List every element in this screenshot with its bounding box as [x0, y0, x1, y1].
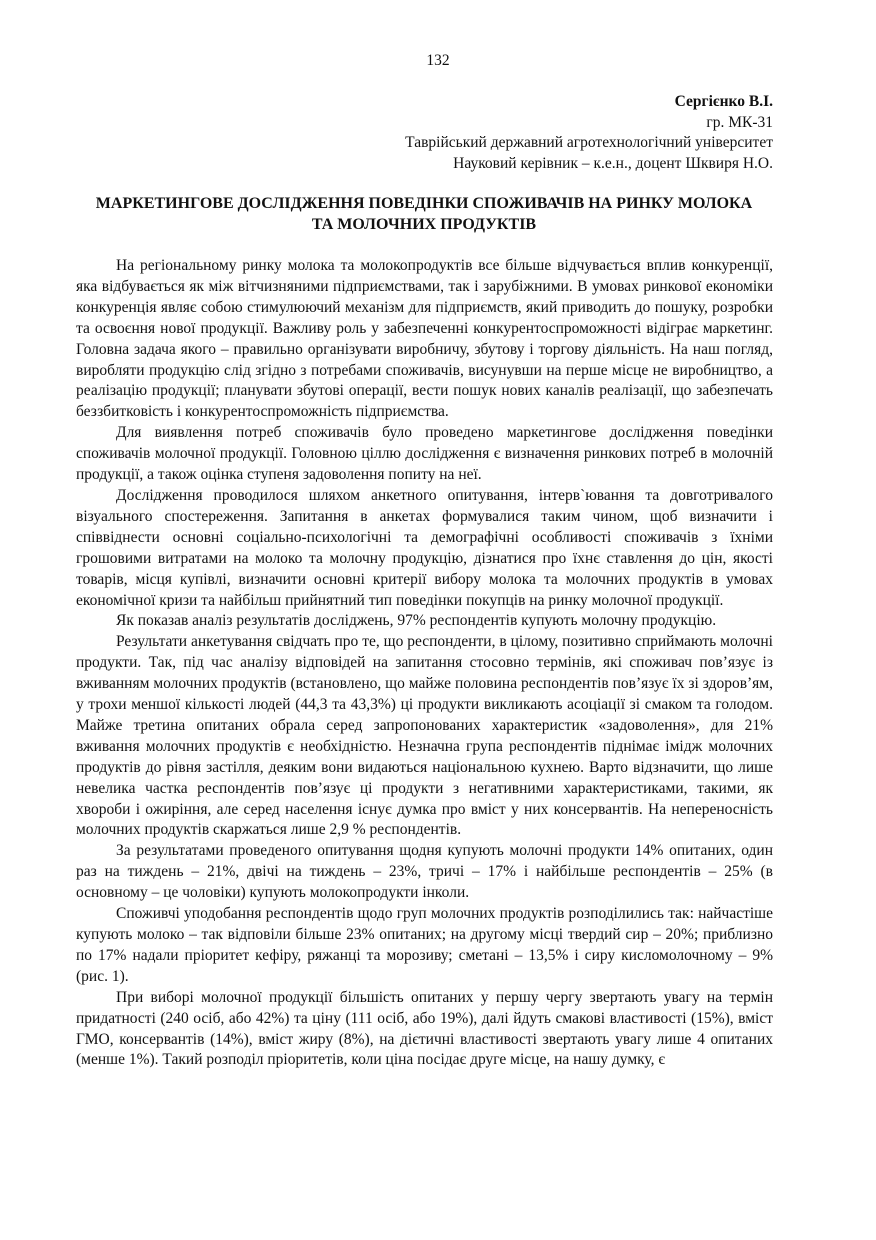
article-title-line-1: МАРКЕТИНГОВЕ ДОСЛІДЖЕННЯ ПОВЕДІНКИ СПОЖИВАЧІВ НА РИНКУ МОЛОКА	[95, 195, 753, 212]
paragraph-2: Для виявлення потреб споживачів було проведено маркетингове дослідження поведінки споживачів молочної продукції. Головною ціллю дослідження є визначення ринкових потреб в молочній продукції, а також оцінка ступеня задоволення попиту на неї.	[76, 424, 773, 484]
author-group: гр. МК-31	[706, 113, 773, 131]
author-name: Сергієнко В.І.	[674, 93, 773, 110]
page-number: 132	[426, 52, 450, 69]
paragraph-7: Споживчі уподобання респондентів щодо груп молочних продуктів розподілились так: найчастіше купують молоко – так відповіли більше 23% опитаних; на другому місці твердий сир – 20%; приблизно по 17% надали пріоритет кефіру, ряжанці та морозиву; сметані – 13,5% і сиру кисломолочному – 9% (рис. 1).	[76, 905, 773, 985]
paragraph-4: Як показав аналіз результатів досліджень, 97% респондентів купують молочну продукцію.	[116, 612, 717, 630]
paragraph-6: За результатами проведеного опитування щодня купують молочні продукти 14% опитаних, один раз на тиждень – 21%, двічі на тиждень – 23%, тричі – 17% і найбільше респондентів – 25% (в основному – це чоловіки) купують молокопродукти інколи.	[76, 842, 773, 902]
paragraph-5: Результати анкетування свідчать про те, що респонденти, в цілому, позитивно сприймають молочні продукти. Так, під час аналізу відповідей на запитання стосовно термінів, які споживач пов’язує із вживанням молочних продуктів (встановлено, що майже половина респондентів пов’язує їх зі здоров’ям, у трохи меншої кількості людей (44,3 та 43,3%) ці продукти викликають асоціації зі смаком та голодом. Майже третина опитаних обрала серед запропонованих характеристик «задоволення», для 21% вживання молочних продуктів є необхідністю. Незначна група респондентів піднімає імідж молочних продуктів до рівня застілля, деяким вони видаються національною кухнею. Варто відзначити, що лише невелика частка респондентів пов’язує ці продукти з негативними характеристиками, такими, як хвороби і ожиріння, але серед населення існує думка про вміст у них консервантів. На непереносність молочних продуктів скаржаться лише 2,9 % респондентів.	[76, 633, 773, 839]
author-block	[405, 92, 773, 174]
author-university: Таврійський державний агротехнологічний університет	[405, 134, 773, 151]
paragraph-8: При виборі молочної продукції більшість опитаних у першу чергу звертають увагу на термін придатності (240 осіб, або 42%) та ціну (111 осіб, або 19%), далі йдуть смакові властивості (15%), вміст ГМО, консервантів (14%), вміст жиру (8%), на дієтичні властивості звертають увагу лише 4 опитаних (менше 1%). Такий розподіл пріоритетів, коли ціна посідає друге місце, на нашу думку, є	[76, 988, 773, 1069]
author-supervisor: Науковий керівник – к.е.н., доцент Шквиря Н.О.	[453, 154, 773, 172]
paragraph-1: На регіональному ринку молока та молокопродуктів все більше відчувається вплив конкуренції, яка відбувається як між вітчизняними підприємствами, так і зарубіжними. В умовах ринкової економіки конкуренція являє собою стимулюючий механізм для підприємств, який приводить до пошуку, розробки та освоєння нової продукції. Важливу роль у забезпеченні конкурентоспроможності відіграє маркетинг. Головна задача якого – правильно організувати виробничу, збутову і торгову діяльність. На наш погляд, виробляти продукцію слід згідно з потребами споживачів, висунувши на перше місце не виробництво, а реалізацію продукції; планувати збутові операції, вести пошук нових каналів реалізації, що забезпечать беззбитковість і конкурентоспроможність підприємства.	[76, 257, 773, 421]
article-body	[76, 256, 773, 1071]
article-title	[76, 193, 772, 235]
paragraph-3: Дослідження проводилося шляхом анкетного опитування, інтерв`ювання та довготривалого візуального спостереження. Запитання в анкетах формувалися таким чином, щоб визначити і співвіднести основні соціально-психологічні та демографічні особливості споживачів з їхніми грошовими витратами на молоко та молочну продукцію, дізнатися про їхнє ставлення до цін, якості товарів, місця купівлі, визначити основні критерії вибору молока та молочних продуктів в умовах економічної кризи та найбільш прийнятний тип поведінки покупців на ринку молочної продукції.	[76, 486, 773, 609]
article-title-line-2: ТА МОЛОЧНИХ ПРОДУКТІВ	[311, 216, 537, 233]
